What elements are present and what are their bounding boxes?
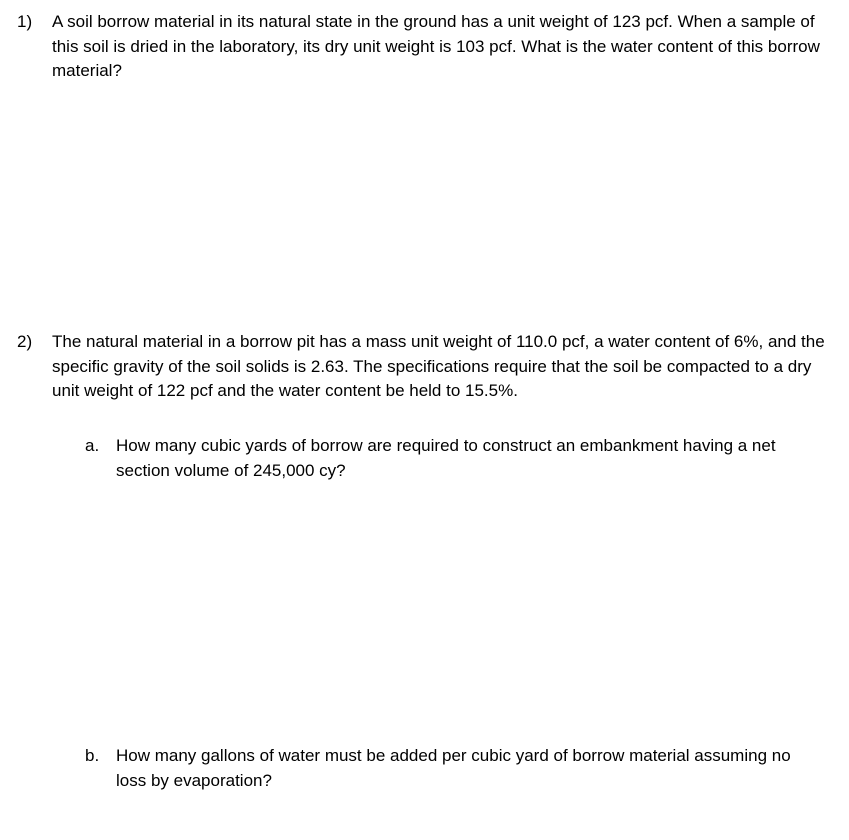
- problem-2-number: 2): [17, 332, 33, 351]
- problem-2-part-a-letter: a.: [85, 436, 100, 455]
- problem-1-text: A soil borrow material in its natural state in the ground has a unit weight of 123 pcf. When a sample of this soil is dried in the laboratory, its dry unit weight is 103 pcf. What is the water content of this borrow material?: [52, 12, 820, 80]
- problem-2-text: The natural material in a borrow pit has a mass unit weight of 110.0 pcf, a water content of 6%, and the specific gravity of the soil solids is 2.63. The specifications require that the soil be compacted to a dry unit weight of 122 pcf and the water content be held to 15.5%.: [52, 332, 825, 400]
- problem-2-part-b-text: How many gallons of water must be added per cubic yard of borrow material assuming no loss by evaporation?: [116, 746, 791, 790]
- problem-1-number: 1): [17, 12, 33, 31]
- problem-2-part-a-text: How many cubic yards of borrow are required to construct an embankment having a net section volume of 245,000 cy?: [116, 436, 776, 480]
- problem-2-part-b-letter: b.: [85, 746, 100, 765]
